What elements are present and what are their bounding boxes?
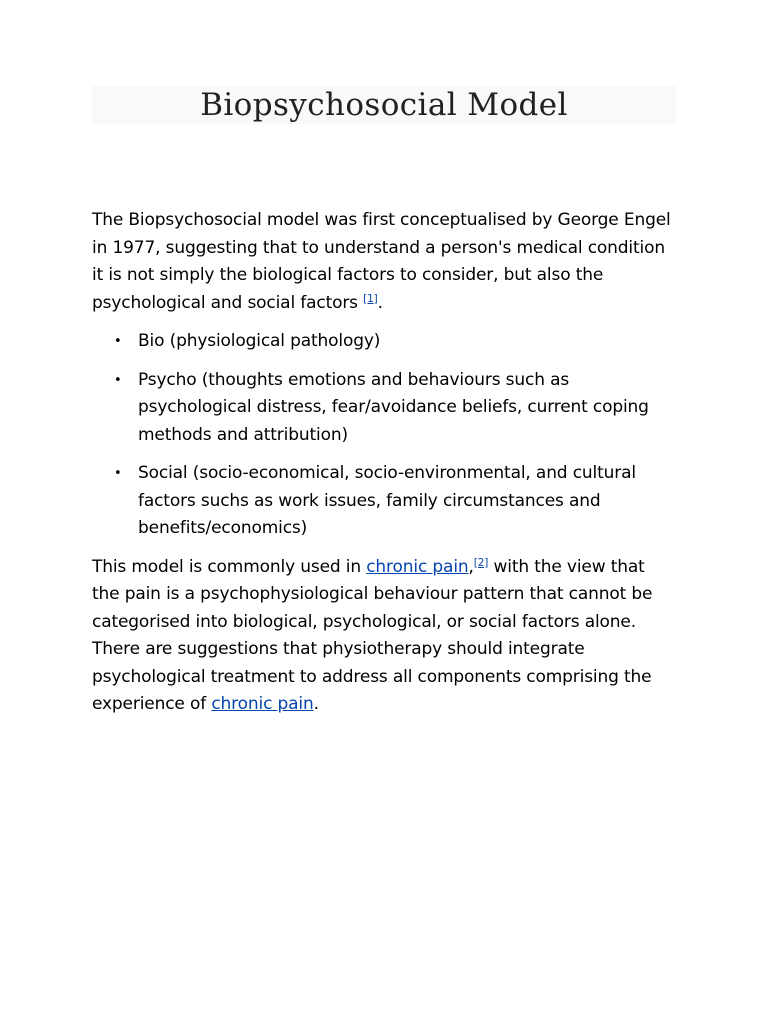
usage-paragraph [92,554,676,719]
usage-comma: , [468,556,474,577]
usage-text-before: This model is commonly used in [92,556,367,577]
list-item-psycho [114,367,676,450]
usage-text-middle: with the view that the pain is a psychophysiological behaviour pattern that cannot be categorised into biological, psychological, or social factors alone. There are suggestions that physiotherapy should integrate psychological treatment to address all components comprising the experience of [92,556,653,714]
reference-1 [363,293,377,305]
bullet-icon: • [114,372,122,388]
reference-2 [474,557,488,569]
reference-2-link[interactable]: [2] [473,556,489,569]
chronic-pain-link-2[interactable]: chronic pain [211,694,314,714]
intro-text: The Biopsychosocial model was first conceptualised by George Engel in 1977, suggesting that to understand a person's medical condition it is not simply the biological factors to consider, but also the psychological and social factors [92,210,671,313]
list-item-social [114,460,676,543]
intro-end: . [377,292,383,313]
article [92,86,676,719]
title-bar [92,86,676,124]
chronic-pain-link[interactable]: chronic pain [366,556,469,577]
list-item-text: Psycho (thoughts emotions and behaviours such as psychological distress, fear/avoidance beliefs, current coping methods and attribution) [138,369,649,445]
list-item-bio [114,328,676,356]
page-title: Biopsychosocial Model [200,87,568,123]
reference-1-link[interactable]: [1] [363,292,378,305]
bullet-icon: • [114,466,122,481]
factors-list [92,328,676,543]
intro-paragraph [92,207,676,317]
list-item-text: Social (socio-economical, socio-environmental, and cultural factors suchs as work issues, family circumstances and benefits/economics) [138,463,636,538]
usage-end: . [313,694,319,714]
list-item-text: Bio (physiological pathology) [138,331,381,351]
bullet-icon: • [114,334,122,349]
